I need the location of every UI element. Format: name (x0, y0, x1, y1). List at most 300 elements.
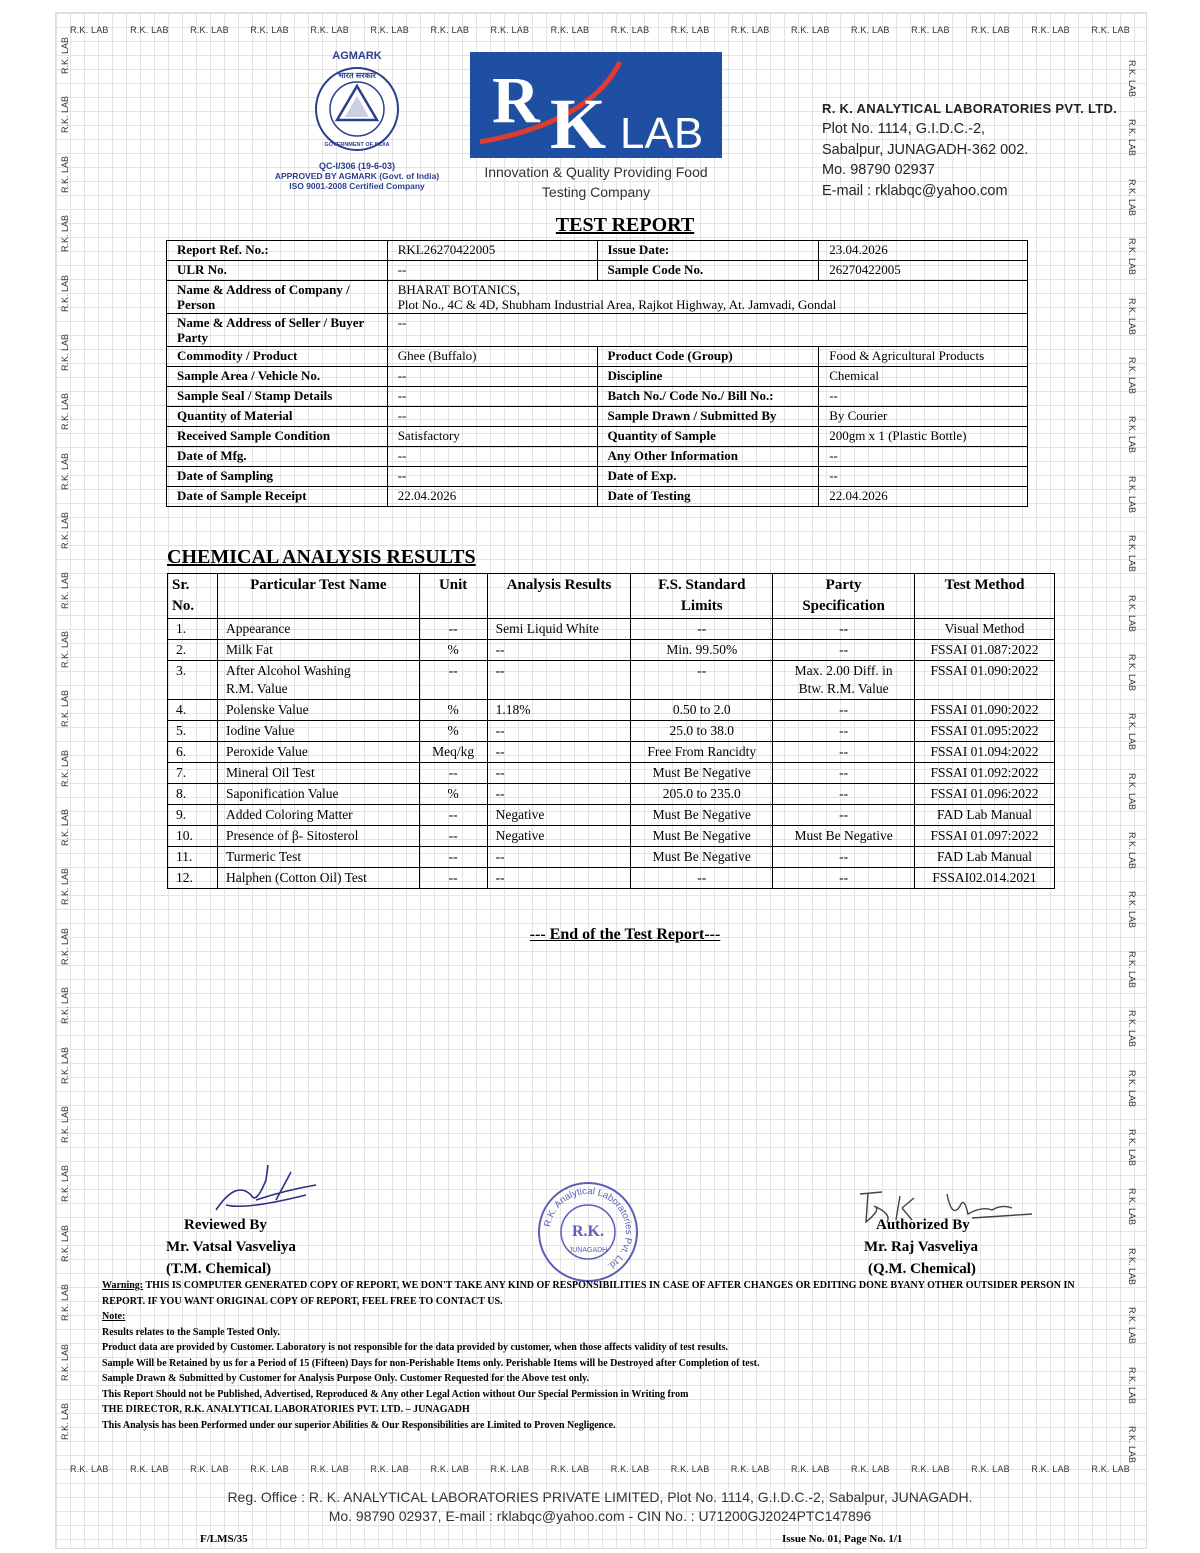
info-value: -- (387, 261, 597, 281)
cell-text: Must Be Negative (652, 765, 751, 780)
info-row (167, 261, 1028, 281)
result-cell-fs (631, 619, 773, 640)
info-value: -- (387, 447, 597, 467)
result-cell-party (773, 784, 915, 805)
watermark-text (58, 60, 102, 74)
result-cell-sr (168, 868, 218, 889)
cell-text: -- (839, 765, 849, 780)
result-cell-name (217, 640, 419, 661)
watermark-text (58, 238, 102, 252)
result-row (168, 661, 1055, 700)
result-cell-result (487, 784, 631, 805)
info-value: -- (387, 407, 597, 427)
company-addr1: Plot No. 1114, G.I.D.C.-2, (822, 121, 986, 137)
col-header-test-method: Test Method (915, 574, 1055, 619)
cell-text: Peroxide Value (225, 744, 308, 759)
info-value: -- (819, 467, 1028, 487)
footer-line2: Mo. 98790 02937, E-mail : rklabqc@yahoo.com - CIN No. : U71200GJ2024PTC147896 (328, 1508, 872, 1524)
watermark-text (1095, 595, 1139, 609)
cell-text: Free From Rancidty (647, 744, 757, 759)
result-cell-sr (168, 661, 218, 700)
watermark-text (1095, 535, 1139, 549)
watermark-text (58, 1426, 102, 1440)
info-value: Satisfactory (387, 427, 597, 447)
result-row (168, 721, 1055, 742)
cell-text: -- (697, 663, 707, 678)
cell-text: Halphen (Cotton Oil) Test (225, 870, 367, 885)
watermark-text: R.K. LAB (911, 25, 950, 35)
header-text: Party (825, 577, 862, 593)
watermark-text: R.K. LAB (971, 1464, 1010, 1474)
cell-text: -- (839, 744, 849, 759)
result-cell-party (773, 700, 915, 721)
company-addr2: Sabalpur, JUNAGADH-362 002. (822, 141, 1029, 158)
watermark-text: R.K. LAB (310, 25, 349, 35)
note-line: This Report Should not be Published, Advertised, Reproduced & Any other Legal Action without Our Special Permission in Writing from (102, 1388, 689, 1400)
col-header-party-spec (773, 574, 915, 619)
cell-text: Mineral Oil Test (225, 765, 315, 780)
warning-label: Warning: (102, 1280, 144, 1291)
result-cell-sr (168, 763, 218, 784)
result-cell-result (487, 661, 631, 700)
result-cell-unit (419, 700, 487, 721)
result-cell-unit (419, 661, 487, 700)
logo-tagline (462, 162, 730, 202)
cell-text: Must Be Negative (652, 828, 751, 843)
watermark-text: R.K. LAB (610, 1464, 650, 1474)
result-cell-fs (631, 763, 773, 784)
watermark-text (1095, 238, 1139, 252)
company-party-address: Plot No., 4C & 4D, Shubham Industrial Area, Rajkot Highway, At. Jamvadi, Gondal (397, 297, 837, 312)
watermark-text: R.K. LAB (370, 1464, 410, 1474)
result-cell-result (487, 847, 631, 868)
result-cell-method (915, 868, 1055, 889)
result-cell-method (915, 847, 1055, 868)
result-cell-name (217, 868, 419, 889)
cell-text: FSSAI 01.096:2022 (930, 786, 1039, 801)
watermark-text (58, 1010, 102, 1024)
company-party-name: BHARAT BOTANICS, (397, 282, 520, 297)
watermark-top (70, 25, 1130, 35)
cell-text: Presence of β- Sitosterol (225, 828, 359, 843)
result-cell-fs (631, 868, 773, 889)
result-cell-fs (631, 742, 773, 763)
result-row (168, 640, 1055, 661)
info-label: Issue Date: (597, 241, 819, 261)
notes-block (102, 1278, 1092, 1433)
result-cell-name (217, 784, 419, 805)
seal-top-text: भारत सरकार (338, 71, 376, 80)
info-row (167, 467, 1028, 487)
result-cell-unit (419, 640, 487, 661)
result-cell-method (915, 763, 1055, 784)
watermark-text: R.K. LAB (550, 1464, 590, 1474)
cell-text: Max. 2.00 Diff. in (794, 663, 893, 678)
cell-text: % (447, 642, 459, 657)
watermark-text: R.K. LAB (490, 25, 530, 35)
cell-text: FAD Lab Manual (937, 807, 1032, 822)
watermark-text (58, 1129, 102, 1143)
watermark-text: R.K. LAB (851, 25, 890, 35)
watermark-text (1095, 476, 1139, 490)
result-cell-unit (419, 763, 487, 784)
cell-text: -- (495, 663, 505, 678)
cell-text: 12. (176, 870, 193, 885)
cell-text: -- (495, 765, 505, 780)
cell-text: Polenske Value (225, 702, 309, 717)
agmark-title: AGMARK (332, 50, 382, 62)
watermark-text (1095, 832, 1139, 846)
cell-text: FSSAI 01.095:2022 (930, 723, 1039, 738)
result-cell-sr (168, 640, 218, 661)
info-value: -- (387, 314, 1027, 347)
watermark-text: R.K. LAB (971, 25, 1010, 35)
cell-text: Negative (495, 828, 545, 843)
result-row (168, 619, 1055, 640)
result-cell-name (217, 847, 419, 868)
watermark-text: R.K. LAB (130, 1464, 169, 1474)
watermark-text (58, 713, 102, 727)
issue-page-number: Issue No. 01, Page No. 1/1 (782, 1533, 903, 1545)
watermark-text (58, 1307, 102, 1321)
stamp-center-text: R.K. (572, 1223, 604, 1240)
lab-stamp-icon (536, 1180, 640, 1284)
cell-text: Appearance (225, 621, 291, 636)
info-label: Name & Address of Seller / Buyer Party (167, 314, 388, 347)
info-value: -- (387, 467, 597, 487)
result-cell-name (217, 826, 419, 847)
agmark-iso: ISO 9001-2008 Certified Company (289, 181, 425, 191)
info-label: Name & Address of Company / Person (167, 281, 388, 314)
info-value: 22.04.2026 (387, 487, 597, 507)
cell-text: -- (839, 807, 849, 822)
watermark-text: R.K. LAB (430, 25, 470, 35)
info-value: -- (387, 367, 597, 387)
watermark-text (58, 119, 102, 133)
cell-text: -- (839, 702, 849, 717)
info-label: Date of Mfg. (167, 447, 388, 467)
info-label: ULR No. (167, 261, 388, 281)
header-text: Sr. (172, 577, 190, 593)
col-header-unit: Unit (419, 574, 487, 619)
cell-text: -- (495, 786, 505, 801)
info-value: 23.04.2026 (819, 241, 1028, 261)
watermark-text (1095, 60, 1139, 74)
result-cell-result (487, 721, 631, 742)
cell-text: FSSAI 01.094:2022 (930, 744, 1039, 759)
cell-text: % (447, 723, 459, 738)
results-header-row (168, 574, 1055, 619)
info-value: RKL26270422005 (387, 241, 597, 261)
end-of-report: --- End of the Test Report--- (529, 926, 721, 943)
result-row (168, 742, 1055, 763)
cell-text: -- (697, 621, 707, 636)
watermark-text (1095, 1129, 1139, 1143)
cell-text: Turmeric Test (225, 849, 302, 864)
info-label: Quantity of Sample (597, 427, 819, 447)
result-cell-party (773, 619, 915, 640)
logo-lab: LAB (620, 109, 704, 158)
watermark-text: R.K. LAB (730, 25, 770, 35)
cell-text: -- (839, 870, 849, 885)
info-label: Received Sample Condition (167, 427, 388, 447)
result-cell-name (217, 763, 419, 784)
result-cell-unit (419, 826, 487, 847)
info-label: Commodity / Product (167, 347, 388, 367)
watermark-text: R.K. LAB (190, 1464, 229, 1474)
header-text: Limits (680, 598, 723, 614)
result-cell-party (773, 826, 915, 847)
info-row (167, 314, 1028, 347)
watermark-text: R.K. LAB (250, 25, 289, 35)
watermark-text (58, 357, 102, 371)
info-row (167, 487, 1028, 507)
watermark-text (1095, 416, 1139, 430)
cell-text: Iodine Value (225, 723, 295, 738)
watermark-text: R.K. LAB (250, 1464, 289, 1474)
result-cell-result (487, 742, 631, 763)
authorizer-block (864, 1214, 978, 1280)
result-cell-sr (168, 805, 218, 826)
cell-text: 1. (176, 621, 187, 636)
header-text: Specification (802, 598, 885, 614)
company-name: R. K. ANALYTICAL LABORATORIES PVT. LTD. (822, 101, 1118, 116)
watermark-text (58, 416, 102, 430)
info-row (167, 241, 1028, 261)
header-text: F.S. Standard (658, 577, 746, 593)
result-cell-party (773, 742, 915, 763)
cell-text: Negative (495, 807, 545, 822)
watermark-left (73, 45, 87, 1455)
note-line: THE DIRECTOR, R.K. ANALYTICAL LABORATORIES PVT. LTD. – JUNAGADH (102, 1404, 470, 1415)
cell-text: 6. (176, 744, 187, 759)
seal-bottom-text: GOVERNMENT OF INDIA (324, 142, 390, 148)
result-cell-sr (168, 847, 218, 868)
info-value: Ghee (Buffalo) (387, 347, 597, 367)
cell-text: 11. (176, 849, 193, 864)
cell-text: After Alcohol Washing (225, 663, 351, 678)
result-row (168, 700, 1055, 721)
watermark-text (58, 476, 102, 490)
watermark-text: R.K. LAB (430, 1464, 470, 1474)
watermark-text: R.K. LAB (490, 1464, 530, 1474)
watermark-text (1095, 1367, 1139, 1381)
result-cell-name (217, 700, 419, 721)
stamp-ring-text: R.K. Analytical Laboratories Pvt. Ltd. (542, 1185, 635, 1272)
info-row (167, 367, 1028, 387)
watermark-text (58, 595, 102, 609)
result-cell-result (487, 619, 631, 640)
cell-text: 0.50 to 2.0 (672, 702, 731, 717)
cell-text: FSSAI02.014.2021 (932, 870, 1037, 885)
info-value: -- (819, 387, 1028, 407)
info-value: -- (387, 387, 597, 407)
info-label: Date of Testing (597, 487, 819, 507)
cell-text: -- (495, 870, 505, 885)
cell-text: -- (448, 765, 458, 780)
cell-text: -- (495, 744, 505, 759)
logo-r: R (492, 64, 540, 137)
cell-text: -- (839, 642, 849, 657)
result-cell-result (487, 700, 631, 721)
watermark-text (1095, 1307, 1139, 1321)
info-label: Sample Seal / Stamp Details (167, 387, 388, 407)
watermark-text (58, 773, 102, 787)
result-cell-method (915, 661, 1055, 700)
watermark-text (1095, 773, 1139, 787)
info-label: Sample Area / Vehicle No. (167, 367, 388, 387)
watermark-text: R.K. LAB (70, 25, 109, 35)
info-value (387, 281, 1027, 314)
watermark-text (58, 179, 102, 193)
watermark-text (58, 891, 102, 905)
company-address (822, 101, 1117, 201)
result-cell-sr (168, 784, 218, 805)
footer-line1: Reg. Office : R. K. ANALYTICAL LABORATORIES PRIVATE LIMITED, Plot No. 1114, G.I.D.C.-2, Sabalpur, JUNAGADH. (227, 1489, 973, 1505)
result-row (168, 784, 1055, 805)
info-label: Batch No./ Code No./ Bill No.: (597, 387, 819, 407)
rk-lab-logo (470, 52, 722, 158)
watermark-text: R.K. LAB (1031, 25, 1070, 35)
footer-address (0, 1488, 1200, 1526)
watermark-text (1095, 713, 1139, 727)
result-cell-name (217, 661, 419, 700)
cell-text: -- (495, 849, 505, 864)
watermark-text: R.K. LAB (550, 25, 590, 35)
watermark-text (58, 298, 102, 312)
result-cell-name (217, 805, 419, 826)
watermark-text (1095, 1248, 1139, 1262)
watermark-text (1095, 357, 1139, 371)
result-row (168, 763, 1055, 784)
watermark-right (1110, 45, 1124, 1455)
cell-text: -- (839, 786, 849, 801)
result-cell-party (773, 763, 915, 784)
company-mobile: Mo. 98790 02937 (822, 162, 935, 178)
results-table (167, 573, 1055, 889)
cell-text: Visual Method (944, 621, 1025, 636)
result-cell-fs (631, 847, 773, 868)
note-line: Product data are provided by Customer. Laboratory is not responsible for the data provided by customer, when those affects validity of test results. (102, 1342, 729, 1353)
authorizer-title: (Q.M. Chemical) (868, 1261, 976, 1277)
result-cell-party (773, 640, 915, 661)
cell-text: -- (839, 621, 849, 636)
header-text: No. (172, 598, 195, 614)
watermark-text: R.K. LAB (790, 25, 830, 35)
result-cell-fs (631, 661, 773, 700)
result-row (168, 805, 1055, 826)
result-cell-fs (631, 640, 773, 661)
cell-text: Saponification Value (225, 786, 339, 801)
cell-text: % (447, 786, 459, 801)
result-cell-unit (419, 619, 487, 640)
info-row (167, 447, 1028, 467)
cell-text: Meq/kg (432, 744, 475, 759)
cell-text: 1.18% (495, 702, 531, 717)
watermark-text: R.K. LAB (730, 1464, 770, 1474)
info-row (167, 427, 1028, 447)
info-label: Sample Code No. (597, 261, 819, 281)
info-row (167, 387, 1028, 407)
result-cell-party (773, 661, 915, 700)
result-cell-unit (419, 784, 487, 805)
info-label: Date of Sampling (167, 467, 388, 487)
col-header-test-name: Particular Test Name (217, 574, 419, 619)
info-value: Chemical (819, 367, 1028, 387)
info-label: Product Code (Group) (597, 347, 819, 367)
result-cell-party (773, 721, 915, 742)
watermark-text (58, 951, 102, 965)
cell-text: FSSAI 01.090:2022 (930, 702, 1039, 717)
watermark-text (1095, 298, 1139, 312)
cell-text: -- (448, 663, 458, 678)
info-label: Quantity of Material (167, 407, 388, 427)
cell-text: 4. (176, 702, 187, 717)
cell-text: 9. (176, 807, 187, 822)
result-cell-fs (631, 805, 773, 826)
result-cell-party (773, 847, 915, 868)
watermark-text (58, 1248, 102, 1262)
cell-text: FSSAI 01.092:2022 (930, 765, 1039, 780)
watermark-text: R.K. LAB (370, 25, 410, 35)
result-cell-name (217, 721, 419, 742)
company-email: E-mail : rklabqc@yahoo.com (822, 182, 1008, 199)
result-cell-fs (631, 784, 773, 805)
watermark-text (58, 1188, 102, 1202)
result-cell-method (915, 700, 1055, 721)
stamp-city-text: JUNAGADH (568, 1247, 608, 1254)
note-line: This Analysis has been Performed under our superior Abilities & Our Responsibilities are Limited to Proven Negligence. (102, 1419, 616, 1431)
tagline-line1: Innovation & Quality Providing Food (484, 164, 708, 180)
cell-text-line2: R.M. Value (225, 681, 288, 696)
cell-text: Must Be Negative (794, 828, 893, 843)
results-title: CHEMICAL ANALYSIS RESULTS (167, 546, 476, 568)
cell-text: -- (448, 828, 458, 843)
result-cell-unit (419, 847, 487, 868)
result-cell-method (915, 805, 1055, 826)
result-cell-sr (168, 700, 218, 721)
info-label: Date of Sample Receipt (167, 487, 388, 507)
cell-text: Milk Fat (225, 642, 273, 657)
info-value: By Courier (819, 407, 1028, 427)
result-cell-fs (631, 721, 773, 742)
cell-text: -- (448, 807, 458, 822)
cell-text: FSSAI 01.087:2022 (930, 642, 1039, 657)
result-cell-fs (631, 826, 773, 847)
cell-text: -- (448, 870, 458, 885)
logo-k: K (550, 84, 607, 158)
reviewer-title: (T.M. Chemical) (166, 1261, 272, 1277)
watermark-text: R.K. LAB (310, 1464, 349, 1474)
watermark-text: R.K. LAB (130, 25, 169, 35)
cell-text: Min. 99.50% (666, 642, 738, 657)
watermark-text: R.K. LAB (670, 1464, 710, 1474)
result-cell-unit (419, 868, 487, 889)
result-cell-method (915, 619, 1055, 640)
result-cell-method (915, 640, 1055, 661)
agmark-block (262, 50, 452, 191)
cell-text: 205.0 to 235.0 (662, 786, 741, 801)
cell-text: FSSAI 01.090:2022 (930, 663, 1039, 678)
result-row (168, 826, 1055, 847)
cell-text: -- (839, 849, 849, 864)
cell-text-line2: Btw. R.M. Value (798, 681, 889, 696)
col-header-fs-limits (631, 574, 773, 619)
watermark-text: R.K. LAB (70, 1464, 109, 1474)
note-line: Sample Will be Retained by us for a Period of 15 (Fifteen) Days for non-Perishable Items only. Perishable Items will be Destroyed after Completion of test. (102, 1357, 760, 1369)
result-cell-party (773, 805, 915, 826)
watermark-text: R.K. LAB (1031, 1464, 1070, 1474)
